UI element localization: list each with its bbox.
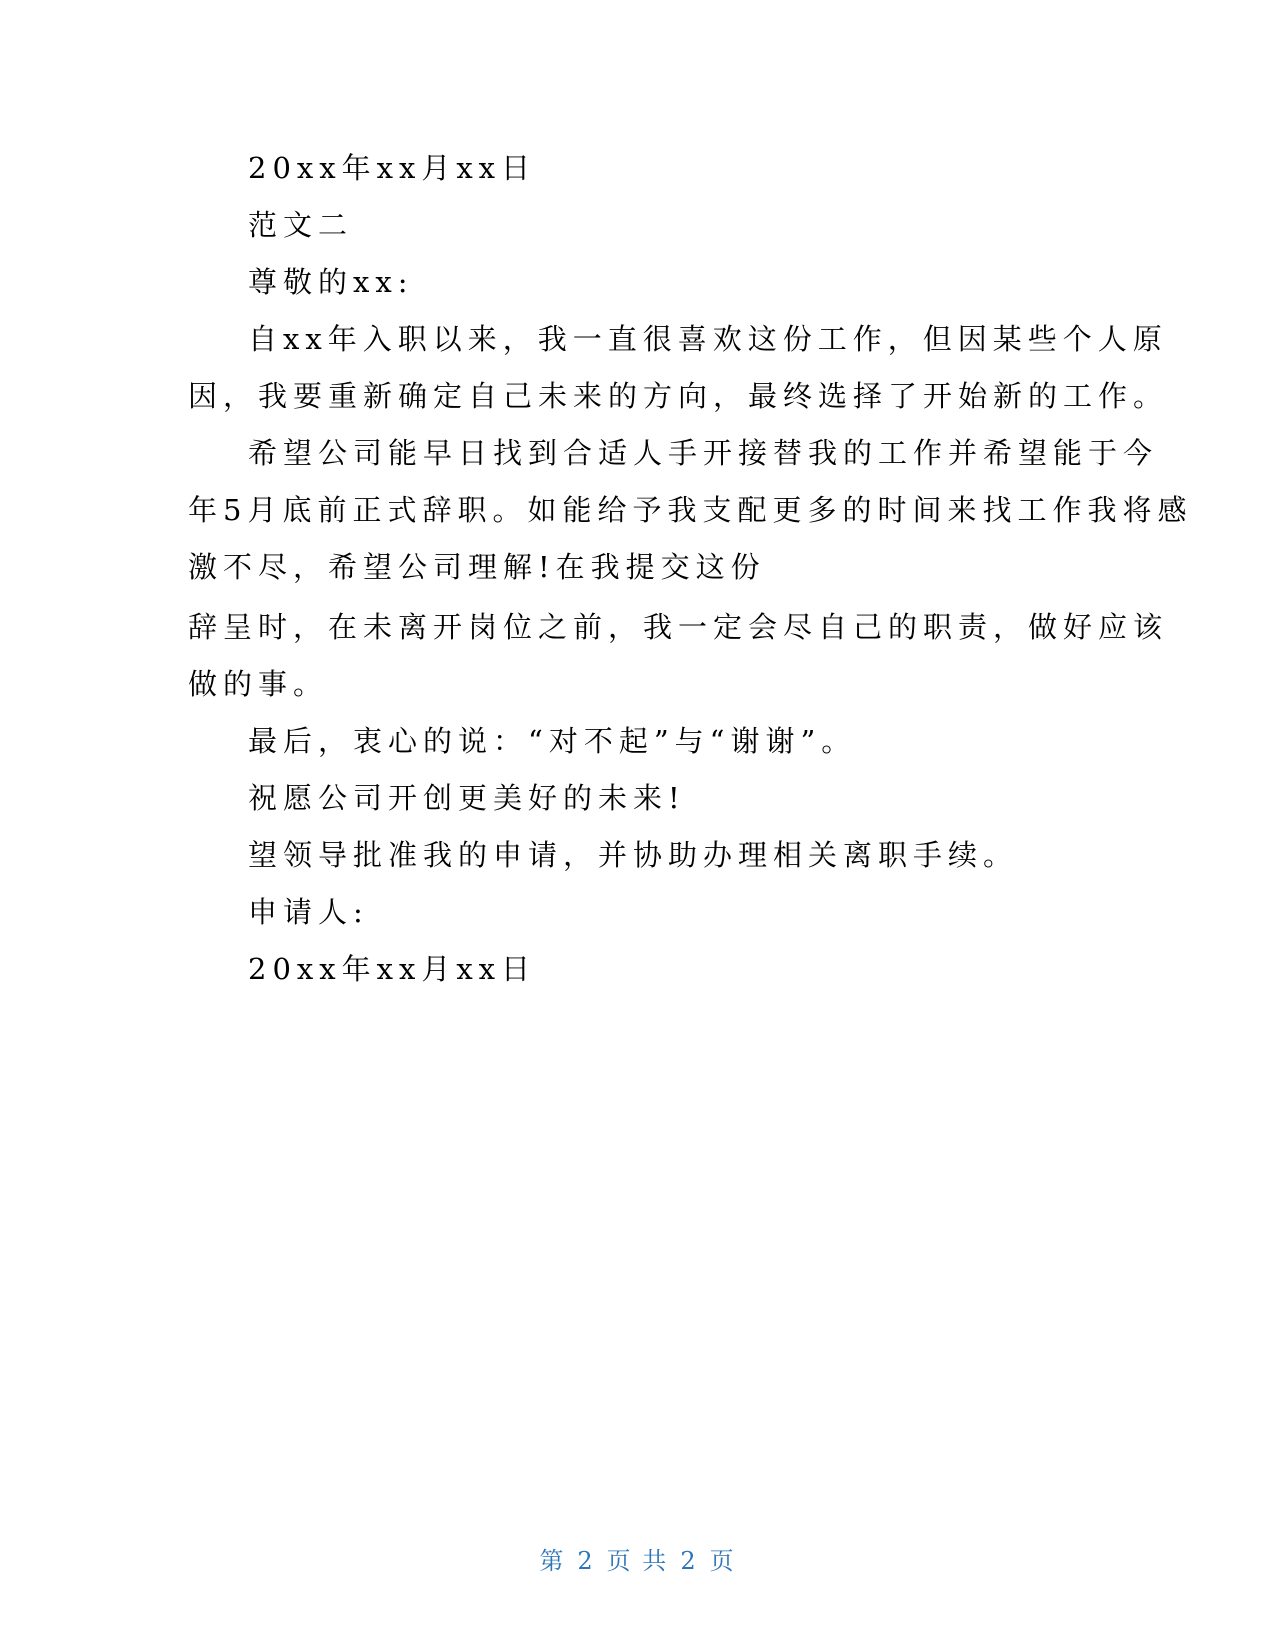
footer-prefix: 第: [539, 1547, 566, 1575]
paragraph-2-line-2: 年5月底前正式辞职。如能给予我支配更多的时间来找工作我将感: [188, 493, 1193, 527]
footer-middle: 页 共: [606, 1547, 669, 1575]
approval-request: 望领导批准我的申请，并协助办理相关离职手续。: [248, 838, 1019, 872]
paragraph-2-line-1: 希望公司能早日找到合适人手开接替我的工作并希望能于今: [248, 436, 1159, 470]
paragraph-2-line-5: 做的事。: [188, 667, 329, 701]
paragraph-2-line-4: 辞呈时，在未离开岗位之前，我一定会尽自己的职责，做好应该: [188, 610, 1169, 644]
closing-remark: 最后，衷心的说：“对不起”与“谢谢”。: [248, 724, 857, 758]
well-wishes: 祝愿公司开创更美好的未来!: [248, 781, 686, 815]
sample-title: 范文二: [248, 208, 354, 242]
date-line-top: 20xx年xx月xx日: [248, 151, 537, 185]
paragraph-1-line-2: 因，我要重新确定自己未来的方向，最终选择了开始新的工作。: [188, 379, 1169, 413]
paragraph-1-line-1: 自xx年入职以来，我一直很喜欢这份工作，但因某些个人原: [248, 322, 1168, 356]
applicant-label: 申请人:: [248, 895, 369, 929]
footer-total-pages: 2: [680, 1547, 698, 1575]
footer-suffix: 页: [709, 1547, 736, 1575]
paragraph-2-line-3: 激不尽，希望公司理解!在我提交这份: [188, 550, 766, 584]
salutation: 尊敬的xx:: [248, 265, 414, 299]
date-line-bottom: 20xx年xx月xx日: [248, 952, 537, 986]
page-footer: [0, 1546, 1275, 1576]
footer-current-page: 2: [577, 1547, 595, 1575]
